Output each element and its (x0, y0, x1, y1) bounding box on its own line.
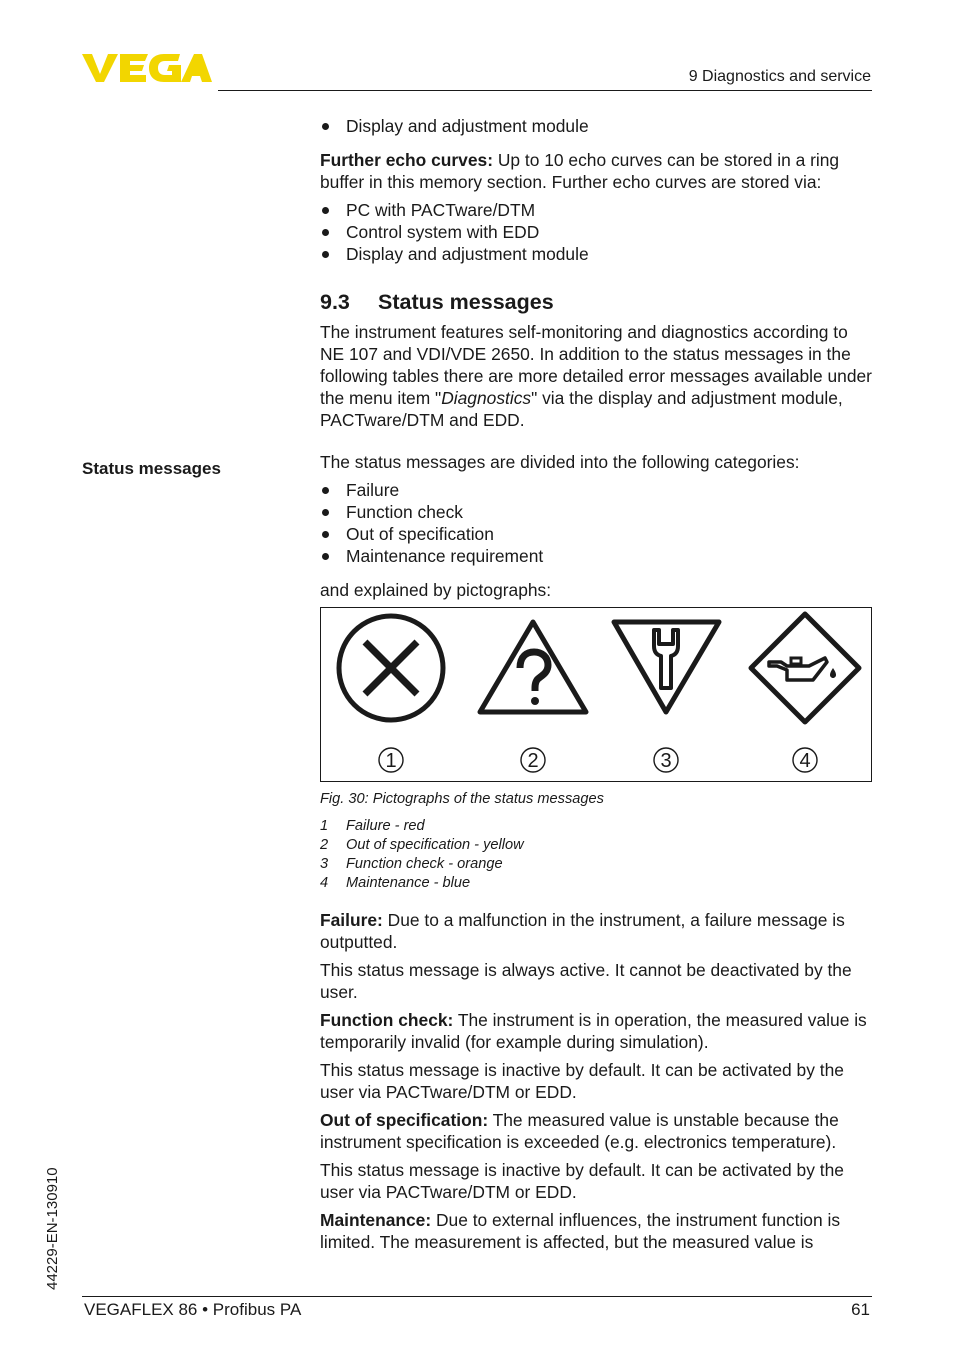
pictograph-number-1 (379, 748, 403, 772)
description-out-of-spec (320, 1109, 872, 1153)
legend-text: Function check - orange (346, 856, 503, 872)
footer-page-number: 61 (851, 1300, 870, 1319)
document-id: 44229-EN-130910 (44, 1167, 61, 1290)
number-label: 4 (799, 750, 811, 772)
number-label: 1 (385, 750, 397, 772)
list-item: Out of specification (320, 523, 872, 545)
intro-text-1: The instrument features self-monitoring and diagnostics according to NE 107 and VDI/VDE 2650. In addition to the status messages in the following tables there are more detailed error messages available under the menu item " (320, 322, 872, 408)
legend-text: Out of specification - yellow (346, 837, 524, 853)
oil-can-diamond-icon (751, 614, 859, 722)
pictographs-svg (321, 608, 873, 783)
description-text: Due to a malfunction in the instrument, a failure message is outputted. (320, 910, 845, 952)
description-function-check-note (320, 1059, 872, 1103)
description-lead: Out of specification: (320, 1110, 489, 1130)
description-text: This status message is inactive by default. It can be activated by the user via PACTware/DTM or EDD. (320, 1060, 844, 1102)
pictograph-number-2 (521, 748, 545, 772)
section-number: 9.3 (320, 290, 350, 314)
description-text: Due to external influences, the instrument function is limited. The measurement is affected, but the measured value is (320, 1210, 841, 1252)
side-label-status-messages: Status messages (82, 459, 221, 478)
description-failure-note (320, 959, 872, 1003)
intro-text-2: " via the display and adjustment module, PACTware/DTM and EDD. (320, 388, 843, 430)
header-section-title: 9 Diagnostics and service (688, 68, 871, 85)
echo-lead: Further echo curves: (320, 150, 493, 170)
vega-logo (82, 52, 212, 84)
description-text: The instrument is in operation, the measured value is temporarily invalid (for example during simulation). (320, 1010, 867, 1052)
figure-legend (320, 817, 872, 893)
legend-number: 1 (320, 818, 329, 834)
wrench-triangle-icon (614, 622, 719, 712)
pictograph-number-3 (654, 748, 678, 772)
legend-row (320, 855, 872, 874)
list-item: Failure (320, 479, 872, 501)
description-lead: Function check: (320, 1010, 454, 1030)
categories-intro: The status messages are divided into the following categories: (320, 452, 800, 472)
categories-list (320, 479, 872, 567)
description-text: The measured value is unstable because the instrument specification is exceeded (e.g. electronics temperature). (320, 1110, 839, 1152)
description-maintenance (320, 1209, 872, 1253)
pictographs-figure (320, 607, 872, 782)
section-title: Status messages (378, 290, 554, 314)
list-item: Control system with EDD (320, 221, 872, 243)
legend-row (320, 874, 872, 893)
description-lead: Failure: (320, 910, 383, 930)
echo-paragraph (320, 149, 872, 193)
list-item: PC with PACTware/DTM (320, 199, 872, 221)
number-label: 3 (660, 750, 672, 772)
legend-text: Failure - red (346, 818, 425, 834)
description-text: This status message is inactive by default. It can be activated by the user via PACTware/DTM or EDD. (320, 1160, 844, 1202)
description-lead: Maintenance: (320, 1210, 432, 1230)
top-bullet-list (320, 115, 872, 137)
pictograph-number-4 (793, 748, 817, 772)
footer-divider (82, 1296, 872, 1297)
number-label: 2 (527, 750, 539, 772)
legend-row (320, 817, 872, 836)
list-item: Display and adjustment module (320, 115, 872, 137)
legend-number: 3 (320, 856, 329, 872)
section-intro (320, 321, 872, 431)
categories-outro: and explained by pictographs: (320, 580, 552, 600)
failure-x-icon (339, 616, 443, 720)
list-item: Function check (320, 501, 872, 523)
list-item: Display and adjustment module (320, 243, 872, 265)
legend-number: 4 (320, 875, 329, 891)
description-text: This status message is always active. It cannot be deactivated by the user. (320, 960, 852, 1002)
description-failure (320, 909, 872, 953)
description-out-of-spec-note (320, 1159, 872, 1203)
footer-product: VEGAFLEX 86 • Profibus PA (84, 1300, 302, 1319)
legend-text: Maintenance - blue (346, 875, 471, 891)
legend-row (320, 836, 872, 855)
figure-caption: Fig. 30: Pictographs of the status messages (320, 791, 604, 807)
description-function-check (320, 1009, 872, 1053)
list-item: Maintenance requirement (320, 545, 872, 567)
section-heading (320, 289, 872, 315)
intro-italic: Diagnostics (441, 388, 532, 408)
legend-number: 2 (320, 837, 329, 853)
question-triangle-icon (480, 622, 586, 712)
echo-storage-list (320, 199, 872, 265)
echo-text: Up to 10 echo curves can be stored in a ring buffer in this memory section. Further echo curves are stored via: (320, 150, 840, 192)
header-divider (218, 90, 872, 91)
main-content (320, 115, 872, 1259)
